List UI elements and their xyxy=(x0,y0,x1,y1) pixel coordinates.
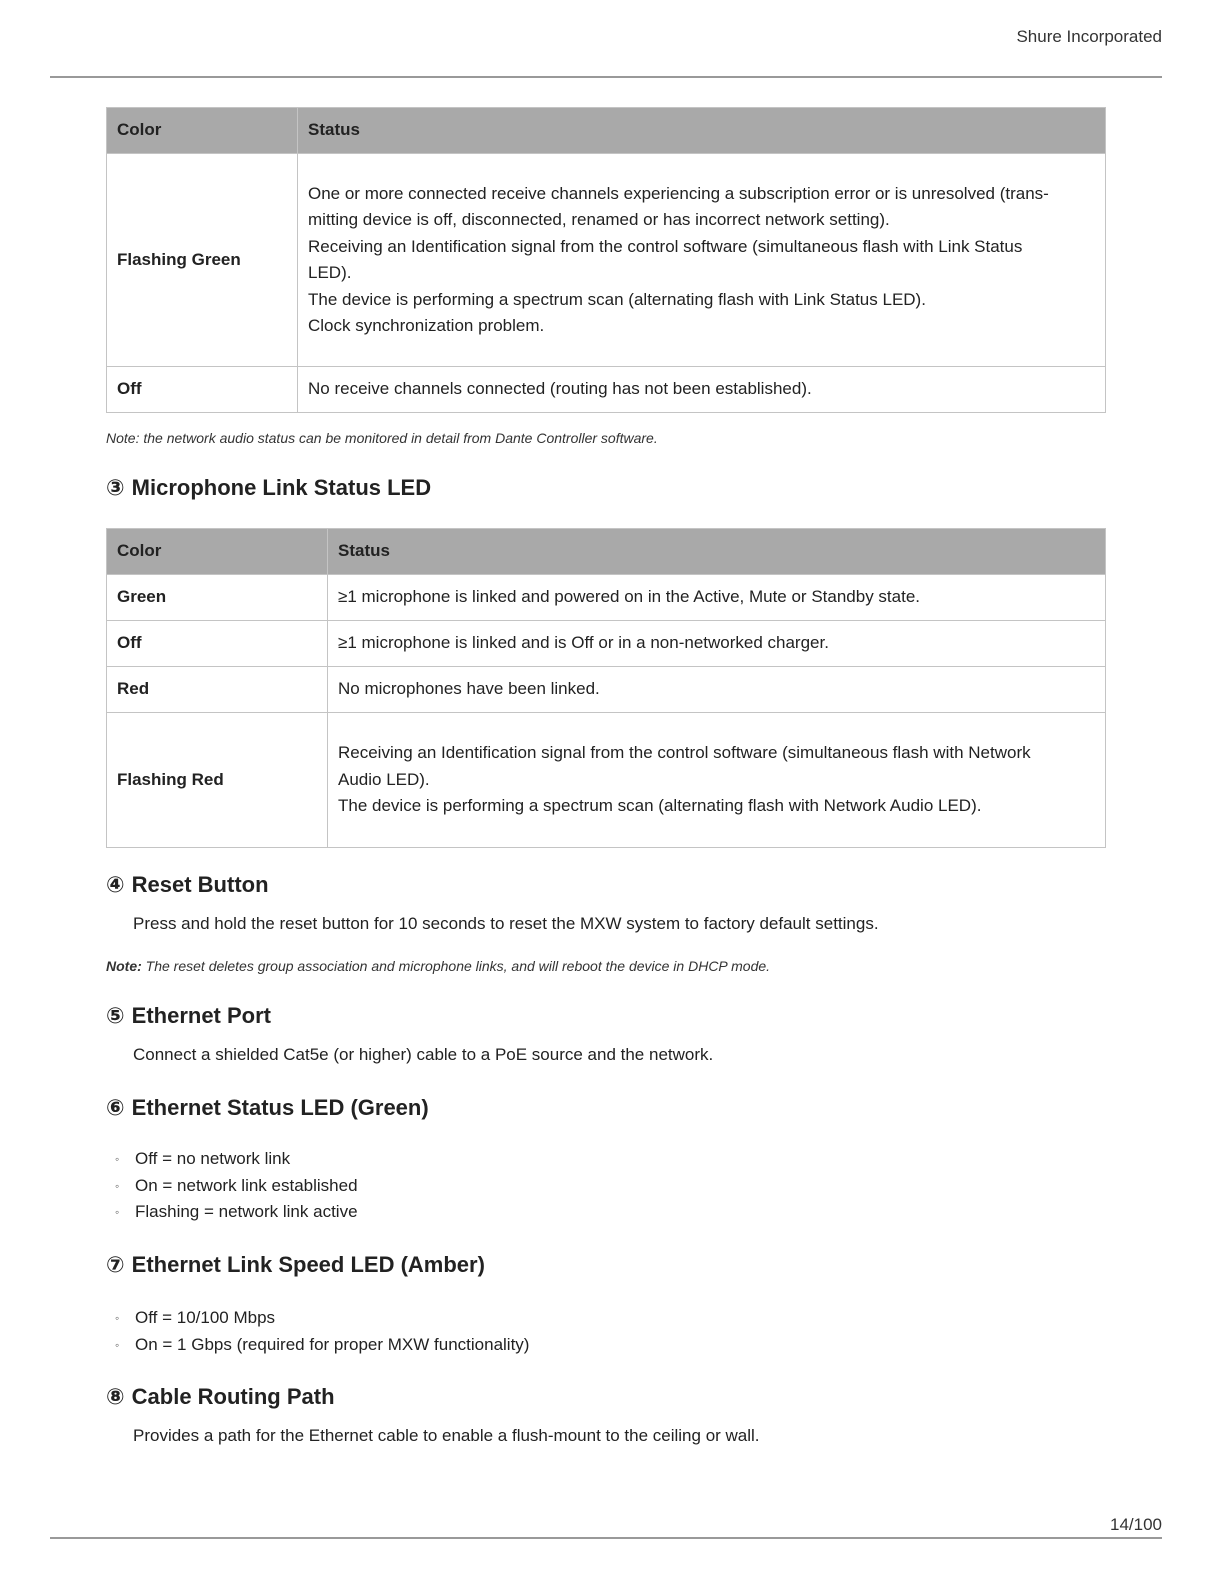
cable-routing-description: Provides a path for the Ethernet cable to enable a flush-mount to the ceiling or wall. xyxy=(133,1426,760,1445)
mic-link-status-table xyxy=(106,528,1106,848)
reset-description: Press and hold the reset button for 10 seconds to reset the MXW system to factory default settings. xyxy=(133,914,879,933)
bullet-icon: ◦ xyxy=(115,1152,120,1166)
status-cell xyxy=(328,575,1106,621)
link-speed-list xyxy=(115,1305,529,1358)
table-row xyxy=(107,667,1106,713)
section-title: Ethernet Port xyxy=(131,1003,271,1028)
color-cell: Green xyxy=(107,575,328,621)
status-line: No microphones have been linked. xyxy=(338,679,600,699)
color-cell: Flashing Red xyxy=(107,713,328,848)
status-cell xyxy=(328,713,1106,848)
note-dante-controller: Note: the network audio status can be monitored in detail from Dante Controller software. xyxy=(106,430,658,446)
circled-number-5: ⑤ xyxy=(106,1003,125,1028)
list-item: ◦ Off = no network link xyxy=(115,1146,358,1173)
list-item: ◦ On = 1 Gbps (required for proper MXW functionality) xyxy=(115,1332,529,1359)
table-row xyxy=(107,575,1106,621)
header-rule xyxy=(50,76,1162,78)
note-text: The reset deletes group association and microphone links, and will reboot the device in DHCP mode. xyxy=(145,958,771,974)
status-cell xyxy=(328,667,1106,713)
status-line: LED). xyxy=(308,263,352,282)
table-row xyxy=(107,621,1106,667)
section-title: Ethernet Link Speed LED (Amber) xyxy=(131,1252,485,1277)
color-cell: Off xyxy=(107,367,298,413)
column-header-color: Color xyxy=(107,529,328,575)
section-title: Cable Routing Path xyxy=(131,1384,335,1409)
table-header-row xyxy=(107,529,1106,575)
bullet-icon: ◦ xyxy=(115,1311,120,1325)
status-line: No receive channels connected (routing has not been established). xyxy=(308,379,812,399)
status-line: One or more connected receive channels experiencing a subscription error or is unresolved (trans- xyxy=(308,183,1049,203)
table-header-row xyxy=(107,108,1106,154)
section-heading-reset xyxy=(106,872,269,898)
header-company-name: Shure Incorporated xyxy=(1016,27,1162,46)
column-header-color: Color xyxy=(107,108,298,154)
status-cell xyxy=(298,154,1106,367)
footer-rule xyxy=(50,1537,1162,1539)
status-line: Receiving an Identification signal from the control software (simultaneous flash with Link Status xyxy=(308,236,1023,256)
column-header-status: Status xyxy=(298,108,1106,154)
note-reset xyxy=(106,958,770,974)
color-cell: Flashing Green xyxy=(107,154,298,367)
status-line: Audio LED). xyxy=(338,769,430,789)
section-heading-mic-link xyxy=(106,475,431,501)
network-audio-status-table xyxy=(106,107,1106,413)
ethernet-port-description: Connect a shielded Cat5e (or higher) cable to a PoE source and the network. xyxy=(133,1045,714,1064)
status-line: ≥1 microphone is linked and powered on in the Active, Mute or Standby state. xyxy=(338,587,921,607)
status-line: Receiving an Identification signal from the control software (simultaneous flash with Network xyxy=(338,743,1031,763)
section-title: Ethernet Status LED (Green) xyxy=(131,1095,429,1120)
column-header-status: Status xyxy=(328,529,1106,575)
status-line: The device is performing a spectrum scan (alternating flash with Link Status LED). xyxy=(308,289,926,309)
table-row xyxy=(107,713,1106,848)
list-item: ◦ On = network link established xyxy=(115,1173,358,1200)
section-heading-cable-routing xyxy=(106,1384,335,1410)
circled-number-7: ⑦ xyxy=(106,1252,125,1277)
page-number: 14/100 xyxy=(1110,1515,1162,1534)
circled-number-3: ③ xyxy=(106,475,125,500)
bullet-icon: ◦ xyxy=(115,1205,120,1219)
ethernet-status-list xyxy=(115,1146,358,1226)
circled-number-8: ⑧ xyxy=(106,1384,125,1409)
status-line: ≥1 microphone is linked and is Off or in a non-networked charger. xyxy=(338,633,829,653)
section-heading-ethernet-status xyxy=(106,1095,429,1121)
section-title: Reset Button xyxy=(131,872,269,897)
list-item: ◦ Off = 10/100 Mbps xyxy=(115,1305,529,1332)
status-line: Clock synchronization problem. xyxy=(308,316,545,335)
section-heading-ethernet-port xyxy=(106,1003,271,1029)
circled-number-6: ⑥ xyxy=(106,1095,125,1120)
section-title: Microphone Link Status LED xyxy=(131,475,432,500)
status-cell xyxy=(298,367,1106,413)
table-row xyxy=(107,367,1106,413)
status-line: mitting device is off, disconnected, renamed or has incorrect network setting). xyxy=(308,210,890,229)
list-item: ◦ Flashing = network link active xyxy=(115,1199,358,1226)
status-cell xyxy=(328,621,1106,667)
circled-number-4: ④ xyxy=(106,872,125,897)
bullet-icon: ◦ xyxy=(115,1178,120,1193)
section-heading-link-speed xyxy=(106,1252,485,1278)
table-row xyxy=(107,154,1106,367)
color-cell: Red xyxy=(107,667,328,713)
status-line: The device is performing a spectrum scan (alternating flash with Network Audio LED). xyxy=(338,796,982,816)
note-label: Note: xyxy=(106,958,142,974)
bullet-icon: ◦ xyxy=(115,1337,120,1352)
color-cell: Off xyxy=(107,621,328,667)
